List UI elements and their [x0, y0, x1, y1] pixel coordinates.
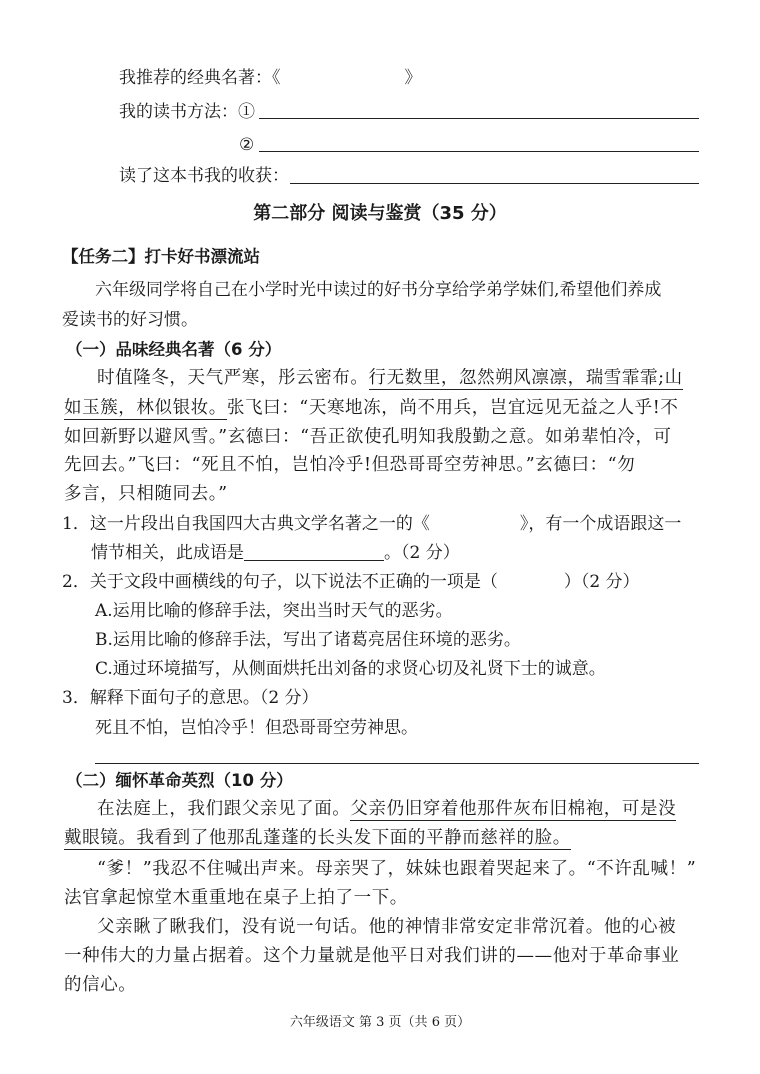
question-1-idiom-label: 情节相关，此成语是: [91, 543, 244, 563]
section1-paragraph-line-4: 先回去。”飞曰：“死且不怕，岂怕冷乎!但恐哥哥空劳神思。”玄德曰：“勿: [64, 455, 636, 475]
question-1-text: 1．这一片段出自我国四大古典文学名著之一的《: [62, 514, 430, 534]
section2-paragraph-line-7: 的信心。: [64, 975, 137, 995]
method-line-1: [119, 100, 255, 124]
question-1-text-cont: 》，有一个成语跟这一: [519, 514, 682, 534]
book-open-bracket: 《: [272, 68, 281, 88]
section2-paragraph-line-3: “爹！”我忍不住喊出声来。母亲哭了，妹妹也跟着哭起来了。“不许乱喊！”: [97, 859, 697, 879]
section1-paragraph-line-5: 多言，只相随同去。”: [64, 484, 228, 504]
option-b[interactable]: B.运用比喻的修辞手法，写出了诸葛亮居住环境的恶劣。: [95, 630, 521, 650]
method-marker-2: ②: [239, 135, 255, 155]
harvest-line: [119, 164, 289, 188]
section2-paragraph-line-6: 一种伟大的力量占据着。这个力量就是他平日对我们讲的——他对于革命事业: [64, 946, 680, 966]
method-label: 我的读书方法：: [119, 102, 238, 122]
section2-paragraph-line-5: 父亲瞅了瞅我们，没有说一句话。他的神情非常安定非常沉着。他的心被: [97, 917, 677, 937]
section2-paragraph-line-1: [97, 797, 676, 821]
method-marker-1: ①: [238, 102, 255, 122]
task2-intro-1: 六年级同学将自己在小学时光中读过的好书分享给学弟学妹们,希望他们养成: [95, 280, 662, 300]
question-2-line: [62, 570, 640, 594]
task2-header: 【任务二】打卡好书漂流站: [62, 247, 260, 266]
question-1-score: 。（2 分）: [384, 543, 460, 563]
question-2-score: ）（2 分）: [563, 572, 640, 592]
section2-heading: （二）缅怀革命英烈（10 分）: [66, 771, 293, 790]
idiom-blank[interactable]: [244, 542, 384, 561]
section2-text: 在法庭上，我们跟父亲见了面。: [97, 799, 351, 819]
question-3-answer-line[interactable]: [95, 763, 699, 764]
harvest-blank[interactable]: [290, 183, 699, 184]
question-3-sentence: 死且不怕，岂怕冷乎！但恐哥哥空劳神思。: [95, 718, 418, 738]
section2-paragraph-line-4: 法官拿起惊堂木重重地在桌子上拍了一下。: [64, 888, 408, 908]
method-1-blank[interactable]: [259, 118, 699, 119]
method-2-blank[interactable]: [259, 151, 699, 152]
underlined-sentence: 行无数里，忽然朔风凛凛，瑞雪霏霏;山: [368, 368, 683, 388]
option-a[interactable]: A.运用比喻的修辞手法，突出当时天气的恶劣。: [95, 601, 453, 621]
section1-heading: （一）品味经典名著（6 分）: [66, 340, 282, 359]
part2-title: 第二部分 阅读与鉴赏（35 分）: [253, 203, 507, 224]
page-footer: 六年级语文 第 3 页（共 6 页）: [289, 1015, 471, 1030]
section2-paragraph-line-2: [64, 826, 571, 850]
recommend-label: 我推荐的经典名著：: [119, 68, 272, 88]
question-1-line-1: [62, 512, 681, 536]
underlined-sentence: 戴眼镜。我看到了他那乱蓬蓬的长头发下面的平静而慈祥的脸。: [64, 828, 571, 848]
method-line-2: [239, 133, 254, 157]
task2-intro-2: 爱读书的好习惯。: [62, 310, 198, 330]
section1-paragraph-line-1: [97, 366, 683, 390]
underlined-sentence: 如玉簇，林似银妆。: [64, 398, 227, 418]
option-c[interactable]: C.通过环境描写，从侧面烘托出刘备的求贤心切及礼贤下士的诚意。: [95, 659, 606, 679]
section1-text: 张飞曰：“天寒地冻，尚不用兵，岂宜远见无益之人乎!不: [226, 398, 679, 418]
recommend-line: [119, 66, 422, 90]
section1-paragraph-line-3: 如回新野以避风雪。”玄德曰：“吾正欲使孔明知我殷勤之意。如弟辈怕冷，可: [64, 427, 672, 447]
section1-paragraph-line-2: [64, 396, 678, 420]
question-1-line-2: [91, 541, 460, 565]
book-close-bracket: 》: [404, 68, 422, 88]
harvest-label: 读了这本书我的收获：: [119, 166, 289, 186]
question-3-line: 3．解释下面句子的意思。（2 分）: [62, 688, 319, 708]
question-2-text: 2．关于文段中画横线的句子，以下说法不正确的一项是（: [62, 572, 498, 592]
underlined-sentence: 父亲仍旧穿着他那件灰布旧棉袍，可是没: [350, 799, 677, 819]
section1-text: 时值隆冬，天气严寒，彤云密布。: [97, 368, 369, 388]
